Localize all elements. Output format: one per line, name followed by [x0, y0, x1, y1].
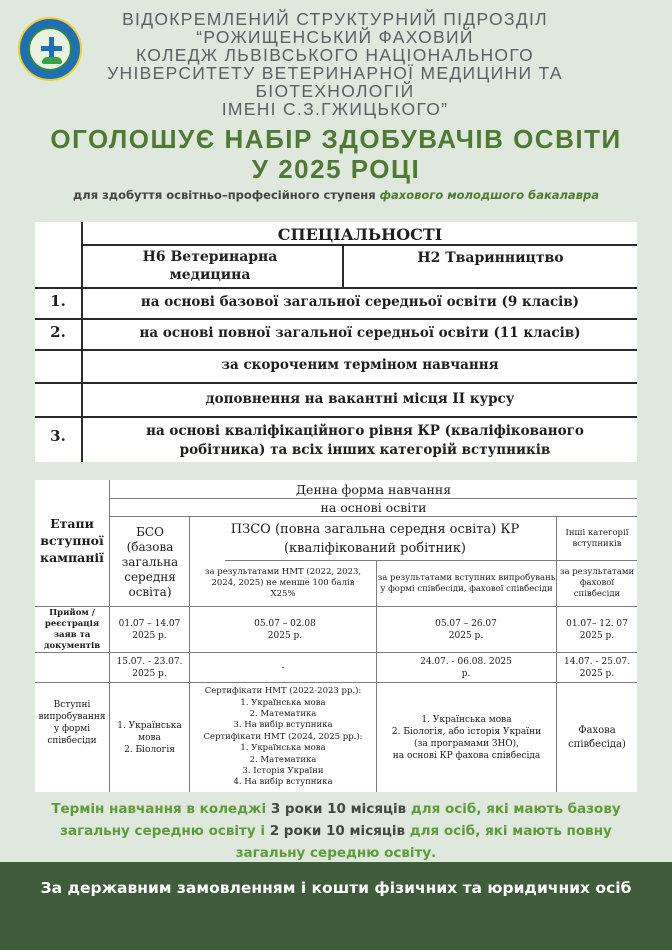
- form-of-study: Денна форма навчання: [295, 481, 452, 497]
- row-number: 1.: [50, 292, 66, 310]
- college-name: [90, 10, 580, 118]
- date-other-registration: 01.07– 12. 07 2025 р.: [566, 618, 628, 641]
- row-number: 2.: [50, 323, 66, 341]
- college-name-line: УНІВЕРСИТЕТУ ВЕТЕРИНАРНОЇ МЕДИЦИНИ ТА: [107, 63, 563, 83]
- admission-basis: доповнення на вакантні місця ІІ курсу: [205, 391, 515, 407]
- other-exam: Фахова співбесіда): [568, 724, 626, 750]
- pzso-header: ПЗСО (повна загальна середня освіта) КР (кваліфікований робітник): [230, 522, 520, 556]
- nmt-exam-list: Сертифікати НМТ (2022-2023 рр.): 1. Українська мова 2. Математика 3. На вибір вступника Сертифікати НМТ (2024, 2025 рр.): 1. Українська мова 2. Математика 3. Історія України 4. На вибір вступника: [203, 686, 363, 788]
- schedule-table: [35, 480, 637, 792]
- admission-basis: на основі повної загальної середньої освіти (11 класів): [139, 325, 581, 341]
- other-subheader: за результатами фахової співбесіди: [559, 567, 635, 599]
- study-term: Термін навчання в коледжі 3 роки 10 місяців для осіб, які мають базову загальну середню освіту і 2 роки 10 місяців для осіб, які мають повну загальну середню освіту.: [51, 801, 621, 861]
- date-nmt-registration: 05.07 – 02.08 2025 р.: [254, 618, 316, 641]
- basis-of-education: на основі освіти: [320, 499, 427, 515]
- row-number: 3.: [50, 427, 66, 445]
- specialties-title: СПЕЦІАЛЬНОСТІ: [277, 225, 443, 244]
- college-name-line: ІМЕНІ С.З.ГЖИЦЬКОГО”: [221, 99, 449, 119]
- date-other-exams: 14.07. - 25.07. 2025 р.: [563, 656, 630, 679]
- subtitle: для здобуття освітньо–професійного ступеня фахового молодшого бакалавра: [73, 188, 599, 202]
- specialties-table: [35, 222, 637, 462]
- admission-basis: за скороченим терміном навчання: [221, 357, 499, 373]
- bso-exam-list: 1. Українська мова 2. Біологія: [117, 720, 182, 755]
- admission-basis: на основі кваліфікаційного рівня КР (кваліфікованого робітника) та всіх інших категорій вступників: [146, 423, 584, 458]
- college-name-line: “РОЖИЩЕНСЬКИЙ ФАХОВИЙ: [196, 27, 474, 47]
- row-label-registration: Прийом / реєстрація заяв та документів: [43, 607, 101, 651]
- announcement-title: ОГОЛОШУЄ НАБІР ЗДОБУВАЧІВ ОСВІТИ У 2025 РОЦІ: [50, 124, 622, 184]
- college-name-line: КОЛЕДЖ ЛЬВІВСЬКОГО НАЦІОНАЛЬНОГО: [135, 45, 535, 65]
- exam-list: 1. Українська мова 2. Біологія, або історія України (за програмами ЗНО), на основі КР фахова співбесіда: [391, 714, 542, 761]
- stages-header: Етапи вступної кампанії: [40, 515, 104, 565]
- date-bso-exams: 15.07. - 23.07. 2025 р.: [116, 656, 183, 679]
- college-name-line: ВІДОКРЕМЛЕНИЙ СТРУКТУРНИЙ ПІДРОЗДІЛ: [122, 9, 548, 29]
- date-nmt-exams: -: [281, 662, 285, 673]
- row-label-exams: Вступні випробування у формі співбесіди: [38, 699, 106, 746]
- date-bso-registration: 01.07 – 14.07 2025 р.: [118, 618, 181, 641]
- college-name-line: БІОТЕХНОЛОГІЙ: [255, 81, 415, 101]
- college-logo: [18, 17, 82, 81]
- date-exam-registration: 05.07 – 26.07 2025 р.: [435, 618, 497, 641]
- footer-banner: [0, 862, 672, 950]
- specialty-livestock: Н2 Тваринництво: [417, 250, 564, 266]
- logo-emblem: [28, 27, 72, 71]
- exam-subheader: за результатами вступних випробувань у формі співбесіди, фахової співбесіди: [377, 572, 556, 594]
- funding-text: За державним замовленням і кошти фізичних та юридичних осіб: [40, 879, 632, 897]
- specialty-veterinary: Н6 Ветеринарна медицина: [142, 249, 278, 283]
- nmt-subheader: за результатами НМТ (2022, 2023, 2024, 2025) не менше 100 балів Х25%: [204, 567, 362, 599]
- date-exam-exams: 24.07. - 06.08. 2025 р.: [420, 656, 512, 679]
- other-header: Інші категорії вступників: [565, 528, 629, 549]
- admission-basis: на основі базової загальної середньої освіти (9 класів): [140, 294, 580, 310]
- bso-header: БСО (базова загальна середня освіта): [121, 524, 179, 599]
